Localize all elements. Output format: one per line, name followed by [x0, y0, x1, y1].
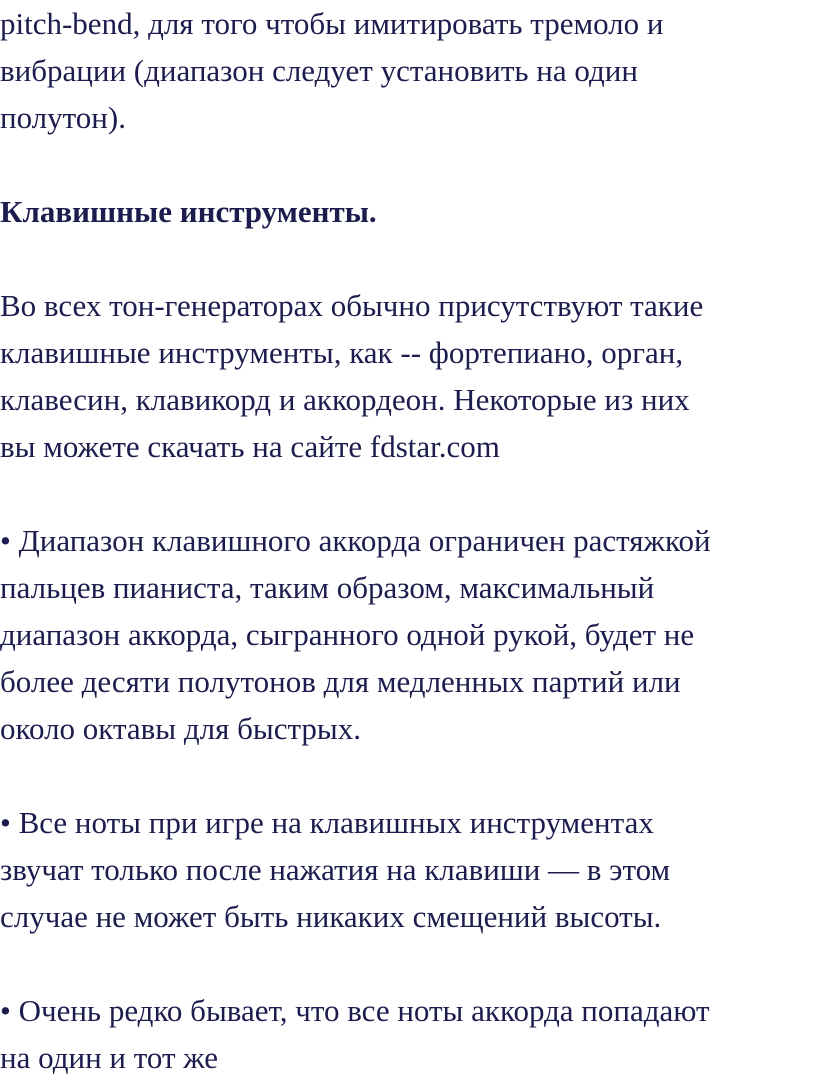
text-line: пальцев пианиста, таким образом, максимальный: [0, 570, 655, 605]
section-heading: [0, 188, 816, 235]
text-line: около октавы для быстрых.: [0, 711, 361, 746]
text-line: вибрации (диапазон следует установить на один: [0, 53, 638, 88]
text-line: вы можете скачать на сайте fdstar.com: [0, 429, 500, 464]
intro-paragraph: [0, 0, 816, 141]
bullet-chord-notes: [0, 987, 816, 1081]
text-line: более десяти полутонов для медленных партий или: [0, 664, 681, 699]
text-line: pitch-bend, для того чтобы имитировать тремоло и: [0, 6, 664, 41]
text-line: Во всех тон-генераторах обычно присутствуют такие: [0, 288, 704, 323]
text-line: клавишные инструменты, как -- фортепиано, орган,: [0, 335, 684, 370]
text-line: клавесин, клавикорд и аккордеон. Некоторые из них: [0, 382, 690, 417]
paragraph-tone-generators: [0, 282, 816, 470]
text-line: на один и тот же: [0, 1040, 219, 1075]
text-line: случае не может быть никаких смещений высоты.: [0, 899, 662, 934]
spacer: [0, 235, 816, 282]
spacer: [0, 752, 816, 799]
bullet-notes-sound: [0, 799, 816, 940]
spacer: [0, 940, 816, 987]
text-line: • Диапазон клавишного аккорда ограничен растяжкой: [0, 523, 711, 558]
text-line: • Очень редко бывает, что все ноты аккорда попадают: [0, 993, 710, 1028]
heading-text: Клавишные инструменты.: [0, 194, 377, 229]
text-line: звучат только после нажатия на клавиши — в этом: [0, 852, 671, 887]
bullet-chord-range: [0, 517, 816, 752]
spacer: [0, 470, 816, 517]
text-line: • Все ноты при игре на клавишных инструментах: [0, 805, 654, 840]
text-line: полутон).: [0, 100, 126, 135]
text-line: диапазон аккорда, сыгранного одной рукой, будет не: [0, 617, 695, 652]
spacer: [0, 141, 816, 188]
